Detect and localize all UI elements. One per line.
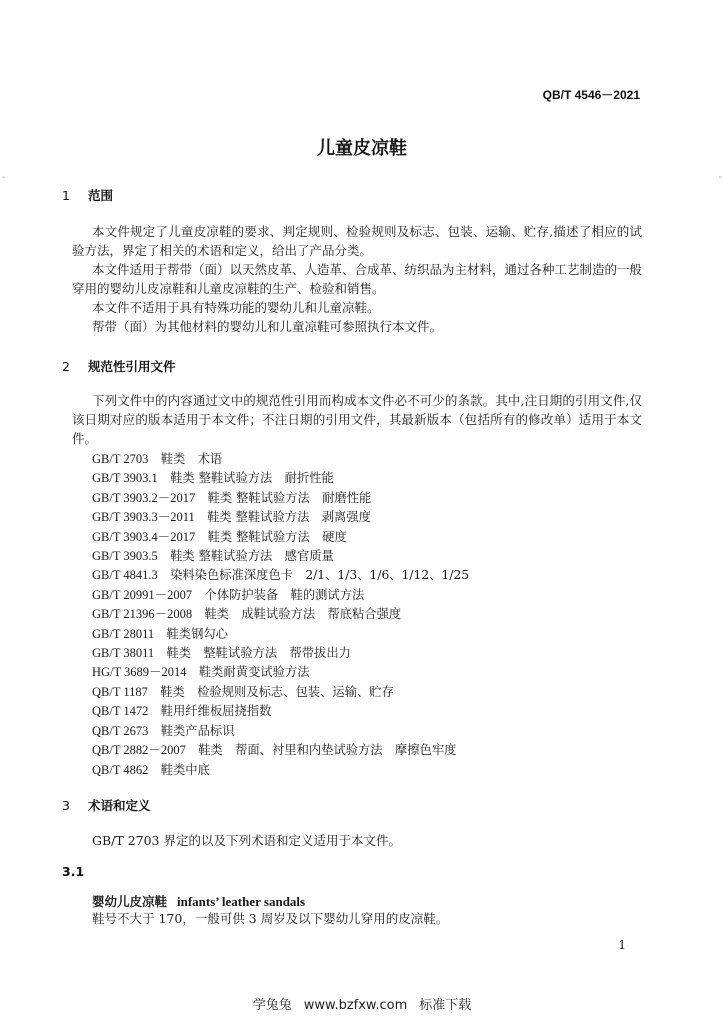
footer-tagline: 标准下载	[419, 998, 472, 1013]
paragraph: 本文件适用于帮带（面）以天然皮革、人造革、合成革、纺织品为主材料，通过各种工艺制造的一般穿用的婴幼儿皮凉鞋和儿童皮凉鞋的生产、检验和销售。	[72, 262, 643, 296]
reference-title: 鞋类 帮面、衬里和内垫试验方法 摩擦色牢度	[198, 743, 457, 758]
section-heading	[62, 357, 176, 375]
reference-list	[92, 450, 469, 780]
reference-item	[92, 761, 469, 780]
reference-title: 鞋类 整鞋试验方法 感官质量	[170, 549, 334, 564]
reference-code: QB/T 4862	[92, 762, 149, 777]
reference-item	[92, 528, 469, 547]
reference-item	[92, 450, 469, 469]
reference-code: GB/T 28011	[92, 626, 155, 641]
reference-title: 鞋类产品标识	[160, 723, 235, 738]
reference-item	[92, 683, 469, 702]
reference-title: 鞋类 整鞋试验方法 硬度	[207, 529, 347, 544]
reference-item	[92, 605, 469, 624]
reference-title: 鞋类 整鞋试验方法 耐磨性能	[207, 490, 372, 505]
reference-code: GB/T 3903.1	[92, 471, 158, 486]
footer-watermark	[0, 994, 724, 1013]
section-number: 1	[62, 188, 70, 203]
section-heading	[62, 186, 113, 204]
reference-code: GB/T 38011	[92, 646, 155, 661]
reference-item	[92, 741, 469, 760]
reference-code: QB/T 1187	[92, 684, 148, 699]
term-en: infants’ leather sandals	[177, 894, 306, 909]
reference-item	[92, 566, 469, 585]
reference-item	[92, 722, 469, 741]
reference-item	[92, 702, 469, 721]
section-title: 规范性引用文件	[88, 359, 176, 374]
reference-item	[92, 586, 469, 605]
reference-code: GB/T 2703	[92, 452, 149, 466]
section-title: 范围	[88, 188, 114, 203]
reference-item	[92, 508, 469, 527]
paragraph: 本文件规定了儿童皮凉鞋的要求、判定规则、检验规则及标志、包装、运输、贮存,描述了相应的试验方法，界定了相关的术语和定义，给出了产品分类。	[72, 224, 642, 258]
reference-title: 染料染色标准深度色卡 2/1、1/3、1/6、1/12、1/25	[170, 568, 470, 583]
reference-code: QB/T 1472	[92, 704, 149, 719]
reference-title: 鞋类钢勾心	[166, 626, 228, 641]
reference-title: 鞋类 整鞋试验方法 帮带拔出力	[166, 646, 351, 661]
reference-title: 鞋类 检验规则及标志、包装、运输、贮存	[160, 684, 394, 699]
paragraph: 下列文件中的内容通过文中的规范性引用而构成本文件必不可少的条款。其中,注日期的引用文件,仅该日期对应的版本适用于本文件；不注日期的引用文件，其最新版本（包括所有的修改单）适用于本文件。	[72, 393, 642, 446]
term-zh: 婴幼儿皮凉鞋	[92, 894, 168, 909]
term-heading	[92, 892, 305, 910]
reference-code: GB/T 21396－2008	[92, 607, 193, 622]
reference-title: 鞋类 整鞋试验方法 耐折性能	[170, 471, 334, 486]
reference-code: GB/T 20991－2007	[92, 587, 193, 602]
subsection-number: 3.1	[62, 864, 85, 879]
reference-code: QB/T 2673	[92, 723, 149, 738]
section-title: 术语和定义	[88, 798, 151, 813]
reference-title: 鞋类中底	[160, 762, 210, 777]
reference-code: GB/T 3903.2－2017	[92, 490, 196, 505]
reference-title: 鞋用纤维板屈挠指数	[160, 704, 272, 719]
reference-code: GB/T 3903.4－2017	[92, 529, 196, 544]
reference-item	[92, 489, 469, 508]
reference-title: 鞋类 成鞋试验方法 帮底粘合强度	[204, 607, 402, 622]
footer-url[interactable]: www.bzfxw.com	[303, 998, 408, 1013]
reference-item	[92, 625, 469, 644]
section-number: 3	[62, 798, 70, 813]
paragraph: GB/T 2703 界定的以及下列术语和定义适用于本文件。	[92, 833, 401, 848]
reference-item	[92, 644, 469, 663]
reference-item	[92, 547, 469, 566]
standard-code: QB/T 4546－2021	[542, 88, 640, 102]
reference-title: 鞋类 整鞋试验方法 剥离强度	[207, 510, 371, 525]
term-definition: 鞋号不大于 170，一般可供 3 周岁及以下婴幼儿穿用的皮凉鞋。	[92, 911, 449, 926]
section-heading	[62, 796, 151, 814]
reference-code: GB/T 3903.5	[92, 549, 158, 564]
right-margin-mark: -	[718, 172, 722, 183]
left-margin-mark: -	[2, 172, 6, 183]
reference-item	[92, 663, 469, 682]
reference-code: QB/T 2882－2007	[92, 743, 186, 758]
reference-title: 鞋类 术语	[160, 452, 223, 466]
reference-code: HG/T 3689－2014	[92, 665, 187, 680]
paragraph: 本文件不适用于具有特殊功能的婴幼儿和儿童凉鞋。	[92, 300, 380, 315]
section-number: 2	[62, 359, 70, 374]
reference-item	[92, 469, 469, 488]
reference-title: 个体防护装备 鞋的测试方法	[204, 587, 365, 602]
reference-code: GB/T 3903.3－2011	[92, 510, 195, 525]
footer-site-name: 学兔兔	[252, 998, 292, 1013]
paragraph: 帮带（面）为其他材料的婴幼儿和儿童凉鞋可参照执行本文件。	[92, 319, 443, 334]
reference-title: 鞋类耐黄变试验方法	[198, 665, 310, 680]
reference-code: GB/T 4841.3	[92, 568, 158, 583]
page-number: 1	[618, 938, 626, 952]
document-title: 儿童皮凉鞋	[317, 138, 407, 159]
